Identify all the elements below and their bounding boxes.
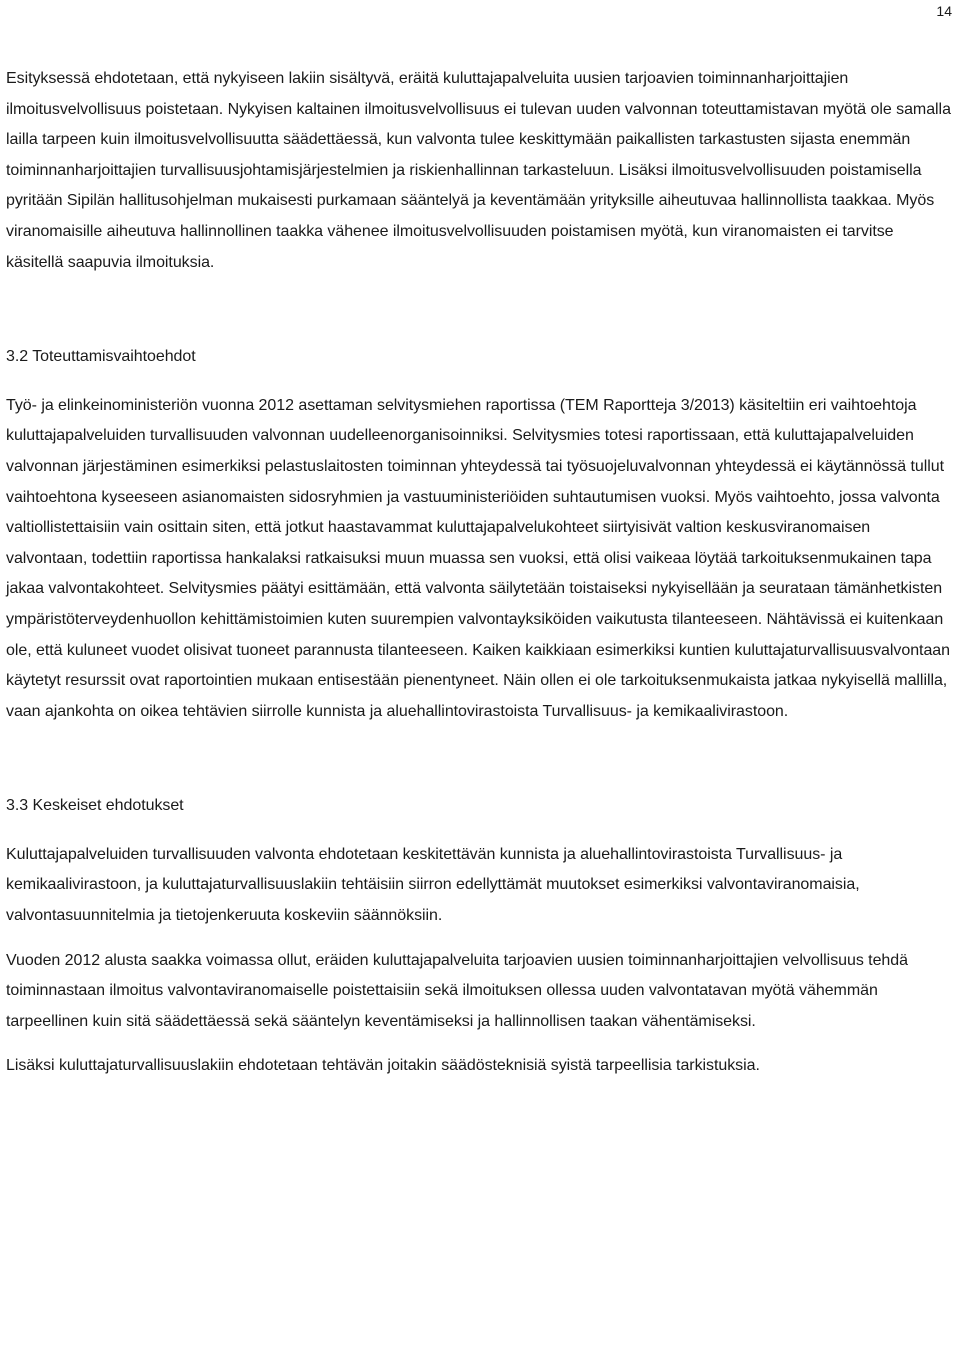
- section-spacer: [6, 727, 954, 791]
- section-heading-3-2: 3.2 Toteuttamisvaihtoehdot: [6, 348, 196, 366]
- document-body: [6, 64, 954, 1082]
- paragraph-alternatives: Työ- ja elinkeinoministeriön vuonna 2012 asettaman selvitysmiehen raportissa (TEM Raportteja 3/2013) käsiteltiin eri vaihtoehtoja kuluttajapalveluiden turvallisuuden valvonnan uudelleenorganisoinniksi. Selvitysmies totesi raportissaan, että kuluttajapalveluiden valvonnan järjestäminen esimerkiksi pelastuslaitosten toiminnan yhteydessä tai työsuojeluvalvonnan yhteydessä ei käytännössä tullut vaihtoehtona kyseeseen asianomaisten sidosryhmien ja vastuuministeriöiden suhtautumisen vuoksi. Myös vaihtoehto, jossa valvonta valtiollistettaisiin vain osittain siten, että jotkut haastavammat kuluttajapalvelukohteet siirtyisivät valtion keskusviranomaisen valvontaan, todettiin raportissa hankalaksi ratkaisuksi muun muassa sen vuoksi, että olisi vaikeaa löytää tarkoituksenmukainen tapa jakaa valvontakohteet. Selvitysmies päätyi esittämään, että valvonta säilytetään toistaiseksi nykyisellään ja seurataan tämänhetkisten ympäristöterveydenhuollon kehittämistoimien kuten suurempien valvontayksiköiden vaikutusta tilanteeseen. Nähtävissä ei kuitenkaan ole, että kuluneet vuodet olisivat tuoneet parannusta tilanteeseen. Kaiken kaikkiaan esimerkiksi kuntien kuluttajaturvallisuusvalvontaan käytetyt resurssit ovat raportointien mukaan entisestään pienentyneet. Näin ollen ei ole tarkoituksenmukaista jatkaa nykyisellä mallilla, vaan ajankohta on oikea tehtävien siirrolle kunnista ja aluehallintovirastoista Turvallisuus- ja kemikaalivirastoon.: [6, 396, 950, 720]
- paragraph-proposals: Kuluttajapalveluiden turvallisuuden valvonta ehdotetaan keskitettävän kunnista ja aluehallintovirastoista Turvallisuus- ja kemikaalivirastoon, ja kuluttajaturvallisuuslakiin tehtäisiin siirron edellyttämät muutokset esimerkiksi valvontaviranomaisia, valvontasuunnitelmia ja tietojenkeruuta koskeviin säännöksiin.: [6, 845, 860, 925]
- section-heading-3-3: 3.3 Keskeiset ehdotukset: [6, 797, 184, 815]
- section-spacer: [6, 278, 954, 342]
- paragraph-notification-duty: Vuoden 2012 alusta saakka voimassa ollut, eräiden kuluttajapalveluita tarjoavien uusien toiminnanharjoittajien velvollisuus tehdä toiminnastaan ilmoitus valvontaviranomaiselle poistettaisiin sekä ilmoituksen ollessa uuden valvontatavan myötä vähemmän tarpeellinen kuin sitä säädettäessä sekä sääntelyn keventämiseksi ja hallinnollisen taakan vähentämiseksi.: [6, 951, 908, 1030]
- paragraph-spacer: [6, 932, 954, 946]
- page-number: 14: [936, 3, 952, 19]
- paragraph-technical-revisions: Lisäksi kuluttajaturvallisuuslakiin ehdotetaan tehtävän joitakin säädösteknisiä syistä tarpeellisia tarkistuksia.: [6, 1057, 760, 1075]
- paragraph-spacer: [6, 1037, 954, 1051]
- heading-spacer: [6, 373, 954, 391]
- heading-spacer: [6, 822, 954, 840]
- paragraph-intro: Esityksessä ehdotetaan, että nykyiseen lakiin sisältyvä, eräitä kuluttajapalveluita uusien tarjoavien toiminnanharjoittajien ilmoitusvelvollisuus poistetaan. Nykyisen kaltainen ilmoitusvelvollisuus ei tulevan uuden valvonnan toteuttamistavan myötä ole samalla lailla tarpeen kuin ilmoitusvelvollisuutta säädettäessä, kun valvonta tulee keskittymään paikallisten tarkastusten sijasta enemmän toiminnanharjoittajien turvallisuusjohtamisjärjestelmien ja riskienhallinnan tarkasteluun. Lisäksi ilmoitusvelvollisuuden poistamisella pyritään Sipilän hallitusohjelman mukaisesti purkamaan sääntelyä ja keventämään yrityksille aiheutuvaa hallinnollista taakkaa. Myös viranomaisille aiheutuva hallinnollinen taakka vähenee ilmoitusvelvollisuuden poistamisen myötä, kun viranomaisten ei tarvitse käsitellä saapuvia ilmoituksia.: [6, 70, 951, 271]
